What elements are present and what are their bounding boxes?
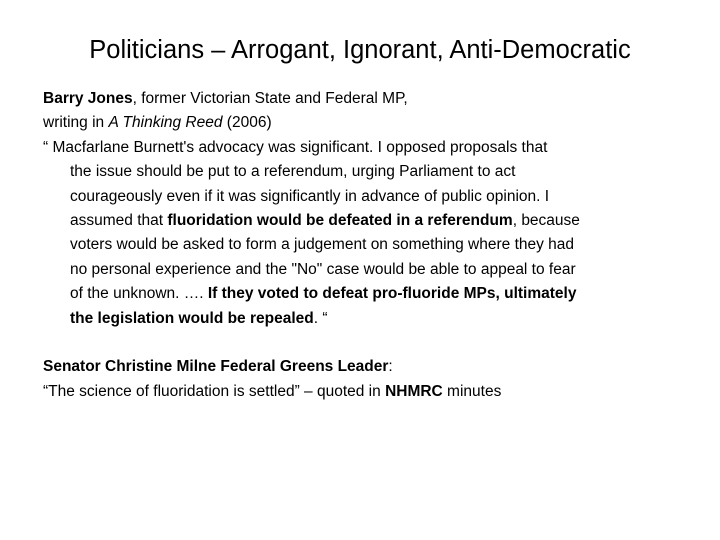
paragraph-gap [43,331,683,355]
quote-text: . “ [313,309,328,327]
jones-role: , former Victorian State and Federal MP, [132,90,408,107]
quote-line: voters would be asked to form a judgement on something where they had [70,236,575,254]
quote-emphasis: If they voted to defeat pro-fluoride MPs, ultimately [207,285,577,303]
milne-quote-text: “The science of fluoridation is settled” – quoted in [43,382,386,400]
jones-source-line [43,111,683,135]
slide-title: Politicians – Arrogant, Ignorant, Anti-Democratic [89,36,631,64]
quote-line: no personal experience and the "No" case would be able to appeal to fear [70,260,576,278]
quote-line [43,282,683,306]
quote-emphasis: the legislation would be repealed [70,309,314,327]
jones-book-year: (2006) [222,114,272,132]
jones-attribution-line [43,87,683,111]
slide-content [43,87,683,404]
milne-attribution-line [43,355,683,379]
quote-text: , because [512,211,580,229]
quote-text: assumed that [70,211,168,229]
quote-line [43,209,683,233]
milne-quote-emphasis: NHMRC [385,382,443,400]
quote-emphasis: fluoridation would be defeated in a referendum [167,211,513,229]
milne-quote-text: minutes [442,382,502,400]
quote-line: “ Macfarlane Burnett's advocacy was significant. I opposed proposals that [43,138,548,156]
jones-book-title: A Thinking Reed [108,114,223,132]
jones-name: Barry Jones [43,90,133,107]
quote-line [43,307,683,331]
milne-quote-line [43,380,683,404]
milne-name: Senator Christine Milne Federal Greens Leader [43,358,389,376]
quote-line: courageously even if it was significantly in advance of public opinion. I [70,187,550,205]
jones-writing-prefix: writing in [43,114,109,132]
milne-colon: : [388,358,393,376]
quote-line: the issue should be put to a referendum, urging Parliament to act [70,163,516,181]
quote-text: of the unknown. …. [70,285,208,303]
